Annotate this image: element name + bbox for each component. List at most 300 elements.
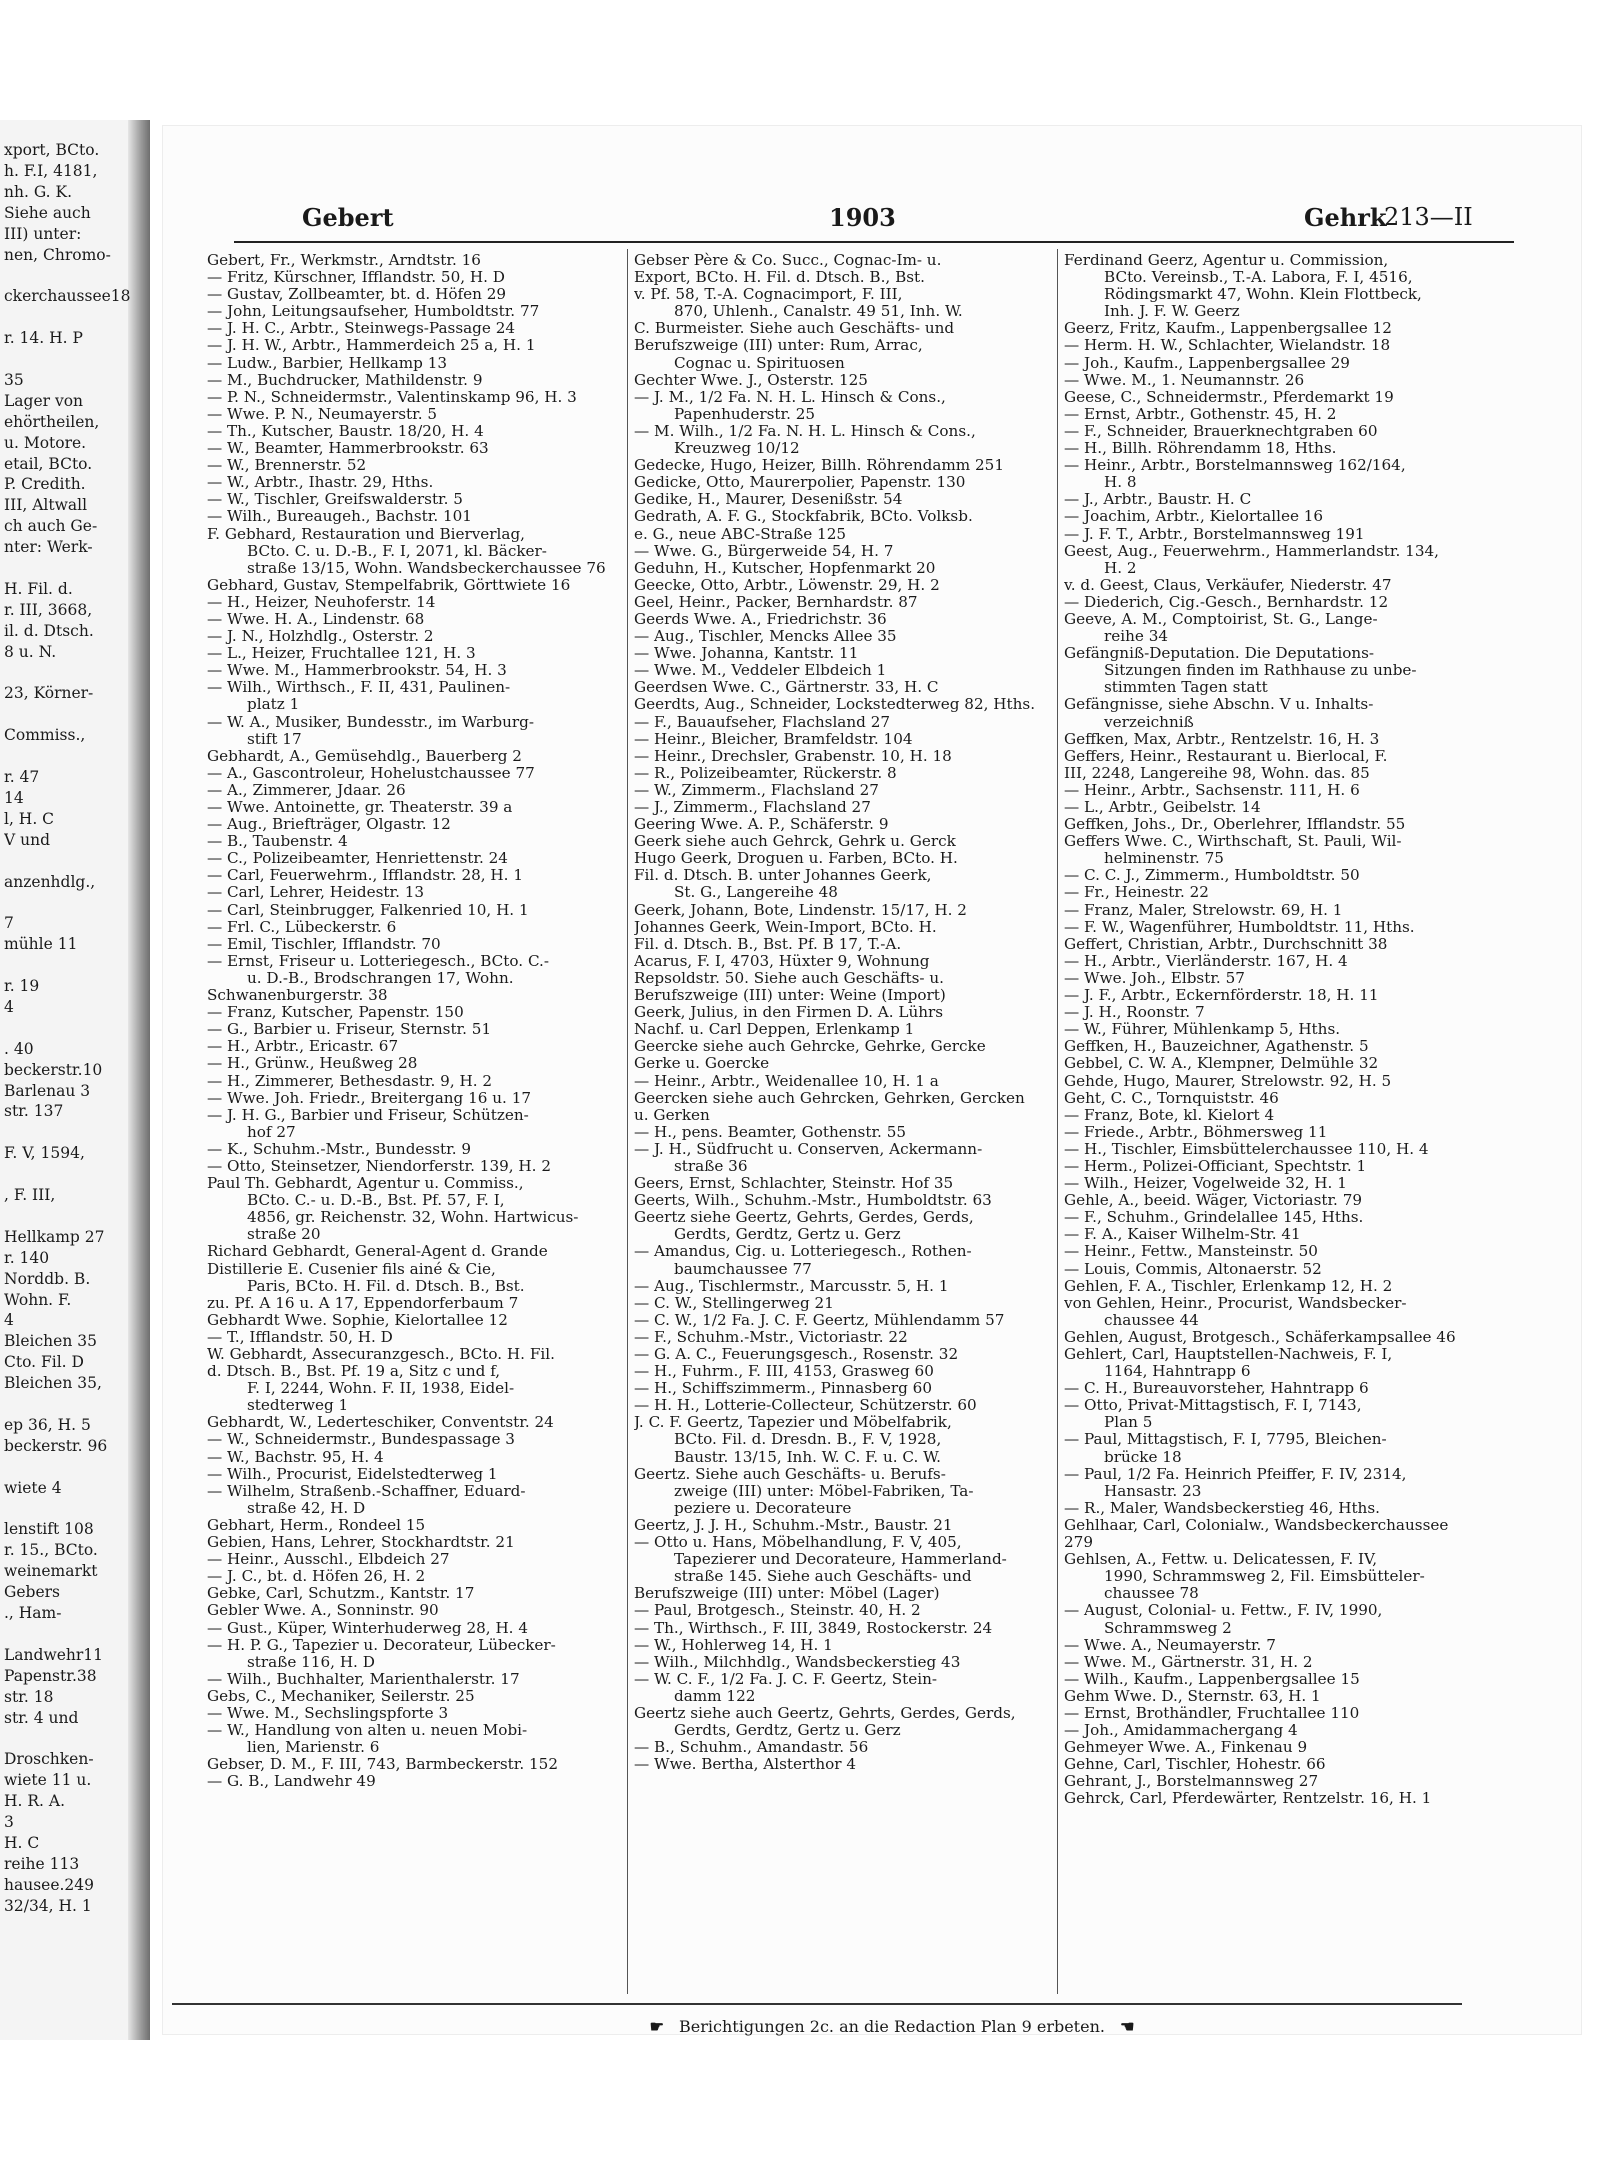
directory-entry: — Paul, Mittagstisch, F. I, 7795, Bleichen- bbox=[1064, 1431, 1387, 1449]
directory-entry: — August, Colonial- u. Fettw., F. IV, 1990, bbox=[1064, 1602, 1383, 1620]
directory-entry: Geffken, Johs., Dr., Oberlehrer, Ifflandstr. 55 bbox=[1064, 816, 1406, 834]
adjacent-page-line: . 40 bbox=[4, 1040, 34, 1058]
directory-entry: — G. B., Landwehr 49 bbox=[207, 1773, 376, 1791]
directory-entry: — W., Brennerstr. 52 bbox=[207, 457, 367, 475]
directory-entry: — W., Tischler, Greifswalderstr. 5 bbox=[207, 491, 463, 509]
directory-entry: Gebien, Hans, Lehrer, Stockhardtstr. 21 bbox=[207, 1534, 515, 1552]
header-page-number: 213—II bbox=[1384, 203, 1473, 231]
directory-entry: — Ernst, Brothändler, Fruchtallee 110 bbox=[1064, 1704, 1360, 1722]
column-2 bbox=[634, 252, 1049, 1997]
directory-entry: — Diederich, Cig.-Gesch., Bernhardstr. 12 bbox=[1064, 593, 1389, 611]
directory-entry: — Franz, Kutscher, Papenstr. 150 bbox=[207, 1004, 464, 1022]
directory-entry: Gehlert, Carl, Hauptstellen-Nachweis, F. I, bbox=[1064, 1346, 1393, 1363]
directory-entry: Geerk, Julius, in den Firmen D. A. Lührs bbox=[634, 1004, 944, 1022]
directory-entry: Geers, Ernst, Schlachter, Steinstr. Hof 35 bbox=[634, 1175, 954, 1193]
directory-entry: Paris, BCto. H. Fil. d. Dtsch. B., Bst. bbox=[247, 1277, 525, 1295]
directory-entry: Geffers, Heinr., Restaurant u. Bierlocal, F. bbox=[1064, 747, 1388, 765]
directory-entry: Gerdts, Gerdtz, Gertz u. Gerz bbox=[674, 1226, 901, 1244]
directory-entry: — Wwe. M., 1. Neumannstr. 26 bbox=[1064, 371, 1305, 389]
directory-entry: Geel, Heinr., Packer, Bernhardstr. 87 bbox=[634, 593, 918, 611]
directory-entry: — Louis, Commis, Altonaerstr. 52 bbox=[1064, 1260, 1322, 1278]
directory-entry: — W., Schneidermstr., Bundespassage 3 bbox=[207, 1431, 515, 1449]
directory-entry: — Frl. C., Lübeckerstr. 6 bbox=[207, 918, 397, 936]
directory-entry: — H. P. G., Tapezier u. Decorateur, Lübecker- bbox=[207, 1636, 556, 1654]
directory-entry: Gefängnisse, siehe Abschn. V u. Inhalts- bbox=[1064, 696, 1374, 714]
adjacent-page-line: beckerstr. 96 bbox=[4, 1437, 108, 1455]
directory-entry: Export, BCto. H. Fil. d. Dtsch. B., Bst. bbox=[634, 269, 925, 287]
directory-entry: straße 145. Siehe auch Geschäfts- und bbox=[674, 1568, 972, 1586]
directory-entry: — Herm., Polizei-Officiant, Spechtstr. 1 bbox=[1064, 1157, 1367, 1175]
directory-entry: — Wwe. P. N., Neumayerstr. 5 bbox=[207, 405, 438, 423]
directory-entry: — Wilh., Bureaugeh., Bachstr. 101 bbox=[207, 508, 472, 526]
adjacent-page-line: ch auch Ge- bbox=[4, 518, 98, 536]
directory-entry: Geffert, Christian, Arbtr., Durchschnitt 38 bbox=[1064, 935, 1388, 953]
directory-entry: F. I, 2244, Wohn. F. II, 1938, Eidel- bbox=[247, 1380, 515, 1398]
directory-entry: — L., Arbtr., Geibelstr. 14 bbox=[1064, 799, 1261, 816]
directory-entry: — C., Polizeibeamter, Henriettenstr. 24 bbox=[207, 850, 508, 868]
adjacent-page-line: Siehe auch bbox=[4, 204, 91, 222]
directory-entry: — Heinr., Bleicher, Bramfeldstr. 104 bbox=[634, 730, 913, 748]
directory-entry: Geerk, Johann, Bote, Lindenstr. 15/17, H. 2 bbox=[634, 901, 967, 919]
directory-entry: Cognac u. Spirituosen bbox=[674, 354, 845, 372]
directory-entry: — B., Taubenstr. 4 bbox=[207, 833, 348, 851]
adjacent-page-line: Droschken- bbox=[4, 1751, 94, 1769]
directory-entry: Gebser, D. M., F. III, 743, Barmbeckerstr. 152 bbox=[207, 1756, 558, 1774]
directory-entry: — Herm. H. W., Schlachter, Wielandstr. 18 bbox=[1064, 337, 1391, 355]
directory-entry: Hansastr. 23 bbox=[1104, 1482, 1202, 1500]
directory-entry: BCto. C. u. D.-B., F. I, 2071, kl. Bäcker- bbox=[247, 542, 547, 560]
directory-entry: C. Burmeister. Siehe auch Geschäfts- und bbox=[634, 320, 955, 338]
directory-entry: Gedike, H., Maurer, Desenißstr. 54 bbox=[634, 491, 903, 509]
directory-entry: stedterweg 1 bbox=[247, 1397, 349, 1415]
directory-entry: — H., Billh. Röhrendamm 18, Hths. bbox=[1064, 440, 1337, 458]
directory-entry: — H., Heizer, Neuhoferstr. 14 bbox=[207, 593, 436, 611]
adjacent-page-line: hausee.249 bbox=[4, 1876, 95, 1894]
directory-entry: Geerts, Wilh., Schuhm.-Mstr., Humboldtstr. 63 bbox=[634, 1192, 992, 1210]
directory-entry: helminenstr. 75 bbox=[1104, 850, 1224, 868]
directory-entry: — W. C. F., 1/2 Fa. J. C. F. Geertz, Stein- bbox=[634, 1670, 938, 1688]
adjacent-page-line: Landwehr11 bbox=[4, 1646, 103, 1664]
adjacent-page-line: r. 19 bbox=[4, 978, 40, 995]
directory-entry: Gechter Wwe. J., Osterstr. 125 bbox=[634, 371, 868, 389]
directory-entry: — Heinr., Fettw., Mansteinstr. 50 bbox=[1064, 1243, 1318, 1261]
adjacent-page-line: H. R. A. bbox=[4, 1793, 66, 1811]
column-divider bbox=[627, 249, 628, 1994]
directory-entry: — W., Handlung von alten u. neuen Mobi- bbox=[207, 1722, 528, 1740]
directory-entry: reihe 34 bbox=[1104, 628, 1169, 646]
directory-entry: — Emil, Tischler, Ifflandstr. 70 bbox=[207, 935, 441, 953]
directory-entry: Geerdts, Aug., Schneider, Lockstedterweg 82, Hths. bbox=[634, 696, 1036, 714]
directory-entry: — Carl, Steinbrugger, Falkenried 10, H. 1 bbox=[207, 901, 529, 919]
directory-entry: Gehde, Hugo, Maurer, Strelowstr. 92, H. 5 bbox=[1064, 1072, 1392, 1090]
adjacent-page-line: 7 bbox=[4, 915, 14, 933]
directory-entry: 1164, Hahntrapp 6 bbox=[1104, 1363, 1251, 1381]
adjacent-page-line: 23, Körner- bbox=[4, 685, 94, 703]
directory-entry: — Wilhelm, Straßenb.-Schaffner, Eduard- bbox=[207, 1482, 526, 1500]
directory-entry: Acarus, F. I, 4703, Hüxter 9, Wohnung bbox=[634, 952, 930, 970]
directory-entry: Geffken, H., Bauzeichner, Agathenstr. 5 bbox=[1064, 1038, 1369, 1056]
adjacent-page-line: 32/34, H. 1 bbox=[4, 1897, 92, 1915]
directory-entry: stimmten Tagen statt bbox=[1104, 679, 1268, 697]
directory-entry: Geertz siehe auch Geertz, Gehrts, Gerdes, Gerds, bbox=[634, 1704, 1016, 1722]
header-year: 1903 bbox=[829, 203, 896, 232]
directory-entry: e. G., neue ABC-Straße 125 bbox=[634, 525, 847, 543]
directory-entry: — J. H. G., Barbier und Friseur, Schützen- bbox=[207, 1106, 529, 1124]
directory-entry: straße 42, H. D bbox=[247, 1499, 366, 1517]
directory-entry: — C. H., Bureauvorsteher, Hahntrapp 6 bbox=[1064, 1380, 1369, 1398]
directory-entry: u. D.-B., Brodschrangen 17, Wohn. bbox=[247, 969, 514, 987]
directory-entry: — Paul, Brotgesch., Steinstr. 40, H. 2 bbox=[634, 1602, 921, 1620]
directory-page bbox=[162, 125, 1582, 2035]
directory-entry: — Wwe. M., Veddeler Elbdeich 1 bbox=[634, 662, 887, 680]
directory-entry: von Gehlen, Heinr., Procurist, Wandsbecker- bbox=[1064, 1294, 1407, 1312]
adjacent-page-line: reihe 113 bbox=[4, 1855, 80, 1873]
directory-entry: d. Dtsch. B., Bst. Pf. 19 a, Sitz c und f, bbox=[207, 1363, 501, 1381]
adjacent-page-line: weinemarkt bbox=[4, 1563, 98, 1581]
adjacent-page-line: 4 bbox=[4, 998, 14, 1016]
directory-entry: Geerds Wwe. A., Friedrichstr. 36 bbox=[634, 610, 887, 628]
directory-entry: — Wwe. Johanna, Kantstr. 11 bbox=[634, 645, 859, 663]
directory-entry: — H., Arbtr., Vierländerstr. 167, H. 4 bbox=[1064, 952, 1348, 970]
directory-entry: — Th., Kutscher, Baustr. 18/20, H. 4 bbox=[207, 422, 484, 440]
directory-entry: — J., Arbtr., Baustr. H. C bbox=[1064, 491, 1252, 509]
adjacent-page-line: ehörtheilen, bbox=[4, 413, 100, 431]
directory-entry: H. 2 bbox=[1104, 559, 1137, 577]
directory-entry: zweige (III) unter: Möbel-Fabriken, Ta- bbox=[674, 1482, 974, 1500]
adjacent-page-line: r. 15., BCto. bbox=[4, 1542, 98, 1560]
directory-entry: — Wwe. M., Sechslingspforte 3 bbox=[207, 1704, 449, 1722]
directory-entry: Gedecke, Hugo, Heizer, Billh. Röhrendamm 251 bbox=[634, 457, 1005, 475]
directory-entry: Gebbel, C. W. A., Klempner, Delmühle 32 bbox=[1064, 1055, 1379, 1073]
adjacent-page-line: H. Fil. d. bbox=[4, 580, 73, 598]
directory-entry: — Fritz, Kürschner, Ifflandstr. 50, H. D bbox=[207, 269, 505, 287]
directory-entry: — C. W., 1/2 Fa. J. C. F. Geertz, Mühlendamm 57 bbox=[634, 1311, 1005, 1329]
directory-entry: platz 1 bbox=[247, 696, 300, 714]
directory-entry: — W., Arbtr., Ihastr. 29, Hths. bbox=[207, 474, 434, 492]
directory-entry: — H. H., Lotterie-Collecteur, Schützerstr. 60 bbox=[634, 1397, 977, 1415]
directory-entry: — J. F. T., Arbtr., Borstelmannsweg 191 bbox=[1064, 525, 1365, 543]
directory-entry: Geercke siehe auch Gehrcke, Gehrke, Gercke bbox=[634, 1038, 986, 1056]
directory-entry: Gehlen, August, Brotgesch., Schäferkampsallee 46 bbox=[1064, 1328, 1456, 1346]
directory-entry: Gedicke, Otto, Maurerpolier, Papenstr. 130 bbox=[634, 474, 966, 492]
directory-entry: — Th., Wirthsch., F. III, 3849, Rostockerstr. 24 bbox=[634, 1619, 993, 1637]
directory-entry: Gehrck, Carl, Pferdewärter, Rentzelstr. 16, H. 1 bbox=[1064, 1790, 1432, 1808]
adjacent-page-line: r. 47 bbox=[4, 769, 40, 786]
adjacent-page-line: lenstift 108 bbox=[4, 1521, 94, 1539]
directory-entry: — Carl, Feuerwehrm., Ifflandstr. 28, H. 1 bbox=[207, 867, 523, 885]
directory-entry: — F., Schuhm.-Mstr., Victoriastr. 22 bbox=[634, 1328, 908, 1346]
directory-entry: — T., Ifflandstr. 50, H. D bbox=[207, 1328, 393, 1346]
directory-entry: — F., Bauaufseher, Flachsland 27 bbox=[634, 713, 891, 731]
directory-entry: Geese, C., Schneidermstr., Pferdemarkt 19 bbox=[1064, 388, 1394, 406]
page-header bbox=[234, 195, 1514, 243]
directory-entry: J. C. F. Geertz, Tapezier und Möbelfabrik, bbox=[634, 1414, 952, 1432]
directory-entry: — W., Zimmerm., Flachsland 27 bbox=[634, 781, 879, 799]
directory-entry: Geering Wwe. A. P., Schäferstr. 9 bbox=[634, 816, 889, 834]
adjacent-page-line: ., Ham- bbox=[4, 1605, 62, 1622]
directory-entry: Nachf. u. Carl Deppen, Erlenkamp 1 bbox=[634, 1021, 915, 1039]
directory-entry: — Wwe. Joh., Elbstr. 57 bbox=[1064, 969, 1245, 987]
directory-entry: Berufszweige (III) unter: Möbel (Lager) bbox=[634, 1585, 940, 1603]
directory-entry: Gebhard, Gustav, Stempelfabrik, Görttwiete 16 bbox=[207, 576, 571, 594]
adjacent-page-line: r. III, 3668, bbox=[4, 601, 93, 619]
directory-entry: — W., Führer, Mühlenkamp 5, Hths. bbox=[1064, 1021, 1341, 1039]
directory-entry: Schwanenburgerstr. 38 bbox=[207, 987, 388, 1005]
directory-entry: Gebhardt, W., Lederteschiker, Conventstr. 24 bbox=[207, 1414, 554, 1432]
directory-entry: — Wilh., Wirthsch., F. II, 431, Paulinen- bbox=[207, 679, 511, 697]
directory-entry: stift 17 bbox=[247, 730, 302, 748]
directory-entry: — Aug., Tischlermstr., Marcusstr. 5, H. 1 bbox=[634, 1277, 949, 1295]
directory-entry: — J. F., Arbtr., Eckernförderstr. 18, H. 11 bbox=[1064, 987, 1379, 1005]
directory-entry: — J. N., Holzhdlg., Osterstr. 2 bbox=[207, 628, 434, 646]
directory-entry: Kreuzweg 10/12 bbox=[674, 440, 800, 458]
adjacent-page-line: il. d. Dtsch. bbox=[4, 622, 94, 640]
directory-entry: Baustr. 13/15, Inh. W. C. F. u. C. W. bbox=[674, 1448, 941, 1466]
page-footer bbox=[542, 2017, 1242, 2036]
adjacent-page-line: anzenhdlg., bbox=[4, 873, 96, 891]
directory-entry: Geerz, Fritz, Kaufm., Lappenbergsallee 12 bbox=[1064, 320, 1392, 338]
directory-entry: zu. Pf. A 16 u. A 17, Eppendorferbaum 7 bbox=[207, 1294, 519, 1312]
directory-entry: Gebhardt Wwe. Sophie, Kielortallee 12 bbox=[207, 1311, 508, 1329]
adjacent-page-line: H. C bbox=[4, 1834, 40, 1852]
directory-entry: Geerk siehe auch Gehrck, Gehrk u. Gerck bbox=[634, 833, 956, 851]
directory-entry: — Fr., Heinestr. 22 bbox=[1064, 884, 1209, 902]
adjacent-page-line: wiete 4 bbox=[4, 1479, 62, 1497]
directory-entry: — A., Gascontroleur, Hohelustchaussee 77 bbox=[207, 764, 535, 782]
directory-entry: Schrammsweg 2 bbox=[1104, 1619, 1232, 1637]
column-1 bbox=[207, 252, 622, 1997]
directory-entry: F. Gebhard, Restauration und Bierverlag, bbox=[207, 525, 525, 543]
directory-entry: Plan 5 bbox=[1104, 1414, 1153, 1432]
directory-entry: — Wwe. Antoinette, gr. Theaterstr. 39 a bbox=[207, 799, 513, 816]
adjacent-page-line: Barlenau 3 bbox=[4, 1082, 91, 1100]
directory-entry: BCto. Vereinsb., T.-A. Labora, F. I, 4516, bbox=[1104, 269, 1413, 287]
directory-entry: Geertz siehe Geertz, Gehrts, Gerdes, Gerds, bbox=[634, 1209, 974, 1227]
directory-entry: — H., Grünw., Heußweg 28 bbox=[207, 1055, 418, 1073]
directory-entry: — Ernst, Arbtr., Gothenstr. 45, H. 2 bbox=[1064, 405, 1337, 423]
directory-entry: 870, Uhlenh., Canalstr. 49 51, Inh. W. bbox=[674, 303, 963, 321]
directory-entry: H. 8 bbox=[1104, 474, 1137, 492]
directory-entry: — J. M., 1/2 Fa. N. H. L. Hinsch & Cons., bbox=[634, 388, 946, 406]
directory-entry: — M., Buchdrucker, Mathildenstr. 9 bbox=[207, 371, 483, 389]
pointing-hand-right-icon: ☚ bbox=[1120, 2017, 1135, 2036]
directory-entry: — W., Bachstr. 95, H. 4 bbox=[207, 1448, 384, 1466]
column-3 bbox=[1064, 252, 1479, 1997]
directory-entry: — C. C. J., Zimmerm., Humboldtstr. 50 bbox=[1064, 867, 1360, 885]
directory-entry: — Otto u. Hans, Möbelhandlung, F. V, 405, bbox=[634, 1534, 962, 1552]
adjacent-page-strip bbox=[0, 120, 150, 2040]
adjacent-page-line: 4 bbox=[4, 1312, 14, 1330]
adjacent-page-line: V und bbox=[4, 831, 51, 849]
directory-entry: — Heinr., Drechsler, Grabenstr. 10, H. 18 bbox=[634, 747, 952, 765]
directory-entry: Gehm Wwe. D., Sternstr. 63, H. 1 bbox=[1064, 1687, 1321, 1705]
directory-entry: Geffken, Max, Arbtr., Rentzelstr. 16, H. 3 bbox=[1064, 730, 1380, 748]
directory-entry: — Heinr., Ausschl., Elbdeich 27 bbox=[207, 1551, 450, 1569]
adjacent-page-line: 14 bbox=[4, 789, 24, 807]
directory-entry: hof 27 bbox=[247, 1123, 296, 1141]
directory-entry: Johannes Geerk, Wein-Import, BCto. H. bbox=[634, 918, 937, 936]
directory-entry: — F., Schuhm., Grindelallee 145, Hths. bbox=[1064, 1209, 1364, 1227]
directory-entry: — W., Hohlerweg 14, H. 1 bbox=[634, 1636, 833, 1654]
directory-entry: chaussee 44 bbox=[1104, 1311, 1199, 1329]
directory-entry: — Otto, Privat-Mittagstisch, F. I, 7143, bbox=[1064, 1397, 1362, 1415]
adjacent-page-line: Lager von bbox=[4, 392, 84, 410]
directory-entry: Gerke u. Goercke bbox=[634, 1055, 770, 1073]
directory-entry: — Franz, Bote, kl. Kielort 4 bbox=[1064, 1106, 1275, 1124]
directory-entry: — Joh., Kaufm., Lappenbergsallee 29 bbox=[1064, 354, 1350, 372]
adjacent-page-line: Wohn. F. bbox=[4, 1291, 72, 1309]
directory-entry: — P. N., Schneidermstr., Valentinskamp 96, H. 3 bbox=[207, 388, 577, 406]
adjacent-page-line: F. V, 1594, bbox=[4, 1145, 85, 1163]
directory-entry: — Joachim, Arbtr., Kielortallee 16 bbox=[1064, 508, 1324, 526]
directory-entry: — Franz, Maler, Strelowstr. 69, H. 1 bbox=[1064, 901, 1343, 919]
adjacent-page-line: l, H. C bbox=[4, 810, 55, 828]
directory-entry: — W., Beamter, Hammerbrookstr. 63 bbox=[207, 440, 489, 458]
directory-entry: — G., Barbier u. Friseur, Sternstr. 51 bbox=[207, 1021, 492, 1039]
directory-entry: — J. H., Roonstr. 7 bbox=[1064, 1004, 1205, 1022]
directory-entry: — Heinr., Arbtr., Weidenallee 10, H. 1 a bbox=[634, 1072, 939, 1090]
directory-entry: — Wilh., Milchhdlg., Wandsbeckerstieg 43 bbox=[634, 1653, 961, 1671]
directory-entry: — F., Schneider, Brauerknechtgraben 60 bbox=[1064, 422, 1378, 440]
directory-entry: — Wwe. Bertha, Alsterthor 4 bbox=[634, 1756, 857, 1774]
directory-entry: Repsoldstr. 50. Siehe auch Geschäfts- u. bbox=[634, 969, 944, 987]
directory-entry: Gedrath, A. F. G., Stockfabrik, BCto. Volksb. bbox=[634, 508, 973, 526]
directory-entry: Geeve, A. M., Comptoirist, St. G., Lange- bbox=[1064, 610, 1378, 628]
header-last-name: Gehrk bbox=[1304, 203, 1387, 232]
directory-entry: Gefängniß-Deputation. Die Deputations- bbox=[1064, 645, 1375, 663]
directory-entry: 279 bbox=[1064, 1534, 1093, 1552]
directory-entry: — Gustav, Zollbeamter, bt. d. Höfen 29 bbox=[207, 286, 507, 304]
directory-entry: Rödingsmarkt 47, Wohn. Klein Flottbeck, bbox=[1104, 286, 1422, 304]
directory-entry: Gebser Père & Co. Succ., Cognac-Im- u. bbox=[634, 252, 942, 269]
directory-entry: Berufszweige (III) unter: Weine (Import) bbox=[634, 987, 946, 1005]
directory-entry: — H., Fuhrm., F. III, 4153, Grasweg 60 bbox=[634, 1363, 934, 1381]
directory-entry: — Wwe. G., Bürgerweide 54, H. 7 bbox=[634, 542, 894, 560]
directory-entry: baumchaussee 77 bbox=[674, 1260, 812, 1278]
directory-entry: — Wilh., Buchhalter, Marienthalerstr. 17 bbox=[207, 1670, 520, 1688]
directory-entry: — Ludw., Barbier, Hellkamp 13 bbox=[207, 354, 448, 372]
directory-entry: — J., Zimmerm., Flachsland 27 bbox=[634, 799, 871, 816]
adjacent-page-line: str. 137 bbox=[4, 1103, 64, 1121]
directory-entry: — Heinr., Arbtr., Borstelmannsweg 162/164, bbox=[1064, 457, 1406, 475]
directory-entry: BCto. Fil. d. Dresdn. B., F. V, 1928, bbox=[674, 1431, 942, 1449]
adjacent-page-line: beckerstr.10 bbox=[4, 1061, 103, 1079]
directory-entry: Sitzungen finden im Rathhause zu unbe- bbox=[1104, 662, 1417, 680]
directory-entry: chaussee 78 bbox=[1104, 1585, 1199, 1603]
directory-entry: — F. W., Wagenführer, Humboldtstr. 11, Hths. bbox=[1064, 918, 1415, 936]
directory-entry: Geercken siehe auch Gehrcken, Gehrken, Gercken bbox=[634, 1089, 1025, 1107]
directory-entry: Geecke, Otto, Arbtr., Löwenstr. 29, H. 2 bbox=[634, 576, 940, 594]
adjacent-page-line: h. F.I, 4181, bbox=[4, 162, 98, 180]
directory-entry: — C. W., Stellingerweg 21 bbox=[634, 1294, 834, 1312]
directory-entry: straße 36 bbox=[674, 1157, 748, 1175]
directory-entry: peziere u. Decorateure bbox=[674, 1499, 852, 1517]
directory-entry: — Gust., Küper, Winterhuderweg 28, H. 4 bbox=[207, 1619, 529, 1637]
adjacent-page-line: Hellkamp 27 bbox=[4, 1228, 105, 1246]
directory-entry: Geertz, J. J. H., Schuhm.-Mstr., Baustr. 21 bbox=[634, 1516, 953, 1534]
directory-entry: Gerdts, Gerdtz, Gertz u. Gerz bbox=[674, 1722, 901, 1740]
directory-entry: v. d. Geest, Claus, Verkäufer, Niederstr. 47 bbox=[1064, 576, 1392, 594]
adjacent-page-line: 8 u. N. bbox=[4, 643, 57, 661]
adjacent-page-line: str. 18 bbox=[4, 1688, 54, 1706]
adjacent-page-line: 35 bbox=[4, 371, 24, 389]
directory-entry: — F. A., Kaiser Wilhelm-Str. 41 bbox=[1064, 1226, 1301, 1244]
adjacent-page-line: xport, BCto. bbox=[4, 142, 100, 159]
directory-entry: — A., Zimmerer, Jdaar. 26 bbox=[207, 781, 406, 799]
directory-entry: Geest, Aug., Feuerwehrm., Hammerlandstr. 134, bbox=[1064, 542, 1439, 560]
directory-entry: — J. C., bt. d. Höfen 26, H. 2 bbox=[207, 1568, 426, 1586]
directory-entry: Geerdsen Wwe. C., Gärtnerstr. 33, H. C bbox=[634, 679, 939, 697]
directory-entry: — Amandus, Cig. u. Lotteriegesch., Rothen- bbox=[634, 1243, 972, 1261]
adjacent-page-line: nter: Werk- bbox=[4, 539, 93, 557]
adjacent-page-line: Commiss., bbox=[4, 727, 86, 745]
adjacent-page-line: mühle 11 bbox=[4, 936, 78, 954]
directory-entry: — Friede., Arbtr., Böhmersweg 11 bbox=[1064, 1123, 1328, 1141]
pointing-hand-left-icon: ☛ bbox=[649, 2017, 664, 2036]
directory-entry: Geduhn, H., Kutscher, Hopfenmarkt 20 bbox=[634, 559, 936, 577]
directory-entry: — Wwe. M., Hammerbrookstr. 54, H. 3 bbox=[207, 662, 507, 680]
adjacent-page-line: Bleichen 35, bbox=[4, 1375, 102, 1393]
directory-entry: Ferdinand Geerz, Agentur u. Commission, bbox=[1064, 252, 1389, 269]
directory-entry: — Aug., Tischler, Mencks Allee 35 bbox=[634, 628, 897, 646]
directory-entry: — K., Schuhm.-Mstr., Bundesstr. 9 bbox=[207, 1140, 472, 1158]
directory-entry: — Ernst, Friseur u. Lotteriegesch., BCto. C.- bbox=[207, 952, 549, 970]
directory-entry: BCto. C.- u. D.-B., Bst. Pf. 57, F. I, bbox=[247, 1192, 505, 1210]
directory-entry: — H., Arbtr., Ericastr. 67 bbox=[207, 1038, 399, 1056]
directory-entry: — Carl, Lehrer, Heidestr. 13 bbox=[207, 884, 425, 902]
directory-entry: W. Gebhardt, Assecuranzgesch., BCto. H. Fil. bbox=[207, 1346, 555, 1363]
directory-entry: Paul Th. Gebhardt, Agentur u. Commiss., bbox=[207, 1175, 524, 1193]
directory-entry: Berufszweige (III) unter: Rum, Arrac, bbox=[634, 337, 923, 355]
directory-entry: Hugo Geerk, Droguen u. Farben, BCto. H. bbox=[634, 850, 958, 868]
directory-entry: — B., Schuhm., Amandastr. 56 bbox=[634, 1739, 869, 1757]
directory-entry: Geertz. Siehe auch Geschäfts- u. Berufs- bbox=[634, 1465, 946, 1483]
adjacent-page-line: Norddb. B. bbox=[4, 1270, 91, 1288]
directory-entry: St. G., Langereihe 48 bbox=[674, 884, 838, 902]
directory-entry: — G. A. C., Feuerungsgesch., Rosenstr. 32 bbox=[634, 1346, 959, 1363]
directory-entry: — Wilh., Procurist, Eidelstedterweg 1 bbox=[207, 1465, 498, 1483]
directory-entry: — L., Heizer, Fruchtallee 121, H. 3 bbox=[207, 645, 476, 663]
directory-entry: — H., Zimmerer, Bethesdastr. 9, H. 2 bbox=[207, 1072, 493, 1090]
directory-entry: Gebke, Carl, Schutzm., Kantstr. 17 bbox=[207, 1585, 475, 1603]
directory-entry: Gehlen, F. A., Tischler, Erlenkamp 12, H. 2 bbox=[1064, 1277, 1393, 1295]
adjacent-page-line: Bleichen 35 bbox=[4, 1333, 97, 1351]
directory-entry: — R., Maler, Wandsbeckerstieg 46, Hths. bbox=[1064, 1499, 1380, 1517]
directory-entry: straße 13/15, Wohn. Wandsbeckerchaussee 76 bbox=[247, 559, 606, 577]
directory-entry: Gehlsen, A., Fettw. u. Delicatessen, F. IV, bbox=[1064, 1551, 1378, 1569]
adjacent-page-line: ckerchaussee18 bbox=[4, 288, 131, 306]
footer-rule bbox=[172, 2003, 1462, 2005]
column-divider bbox=[1057, 249, 1058, 1994]
adjacent-page-line: u. Motore. bbox=[4, 434, 87, 452]
directory-entry: — W. A., Musiker, Bundesstr., im Warburg- bbox=[207, 713, 534, 731]
directory-entry: — Wilh., Heizer, Vogelweide 32, H. 1 bbox=[1064, 1175, 1347, 1193]
directory-entry: Fil. d. Dtsch. B., Bst. Pf. B 17, T.-A. bbox=[634, 935, 902, 953]
adjacent-page-line: III, Altwall bbox=[4, 497, 88, 515]
directory-entry: — Aug., Briefträger, Olgastr. 12 bbox=[207, 816, 451, 834]
directory-entry: damm 122 bbox=[674, 1687, 756, 1705]
directory-entry: Gehle, A., beeid. Wäger, Victoriastr. 79 bbox=[1064, 1192, 1363, 1210]
directory-entry: Geht, C. C., Tornquiststr. 46 bbox=[1064, 1089, 1279, 1107]
directory-entry: — H., Schiffszimmerm., Pinnasberg 60 bbox=[634, 1380, 933, 1398]
directory-entry: — Wwe. A., Neumayerstr. 7 bbox=[1064, 1636, 1276, 1654]
adjacent-page-line: nh. G. K. bbox=[4, 183, 73, 201]
directory-entry: straße 20 bbox=[247, 1226, 321, 1244]
directory-entry: — H., pens. Beamter, Gothenstr. 55 bbox=[634, 1123, 907, 1141]
adjacent-page-line: r. 140 bbox=[4, 1249, 50, 1267]
directory-entry: lien, Marienstr. 6 bbox=[247, 1739, 380, 1757]
directory-entry: — John, Leitungsaufseher, Humboldtstr. 77 bbox=[207, 303, 540, 321]
